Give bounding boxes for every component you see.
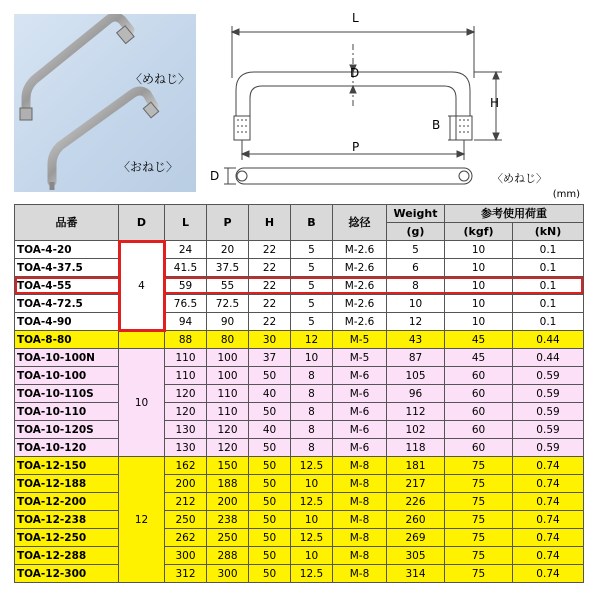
table-row <box>15 331 584 349</box>
cell-weight: 305 <box>387 547 445 565</box>
cell-B: 5 <box>291 295 333 313</box>
cell-screw: M-8 <box>333 475 387 493</box>
cell-code: TOA-12-250 <box>15 529 119 547</box>
cell-L: 162 <box>165 457 207 475</box>
cell-kn: 0.44 <box>513 349 584 367</box>
technical-drawing <box>210 8 580 196</box>
cell-kn: 0.59 <box>513 403 584 421</box>
cell-H: 22 <box>249 259 291 277</box>
cell-screw: M-6 <box>333 403 387 421</box>
cell-D: 12 <box>119 457 165 583</box>
cell-L: 130 <box>165 421 207 439</box>
drawing-female-label: 〈めねじ〉 <box>492 172 547 185</box>
cell-L: 212 <box>165 493 207 511</box>
table-row <box>15 277 584 295</box>
cell-L: 24 <box>165 241 207 259</box>
cell-B: 12.5 <box>291 493 333 511</box>
cell-B: 8 <box>291 367 333 385</box>
table-row <box>15 313 584 331</box>
cell-kn: 0.44 <box>513 331 584 349</box>
cell-kgf: 75 <box>445 493 513 511</box>
cell-kn: 0.1 <box>513 277 584 295</box>
header-code: 品番 <box>15 205 119 241</box>
cell-kn: 0.74 <box>513 529 584 547</box>
table-row <box>15 457 584 475</box>
cell-kn: 0.74 <box>513 565 584 583</box>
table-row <box>15 529 584 547</box>
cell-screw: M-8 <box>333 457 387 475</box>
cell-screw: M-8 <box>333 529 387 547</box>
dimension-diagram <box>210 8 580 196</box>
table-row <box>15 349 584 367</box>
cell-L: 300 <box>165 547 207 565</box>
cell-weight: 105 <box>387 367 445 385</box>
cell-kn: 0.59 <box>513 367 584 385</box>
cell-code: TOA-4-20 <box>15 241 119 259</box>
cell-kgf: 10 <box>445 313 513 331</box>
cell-kn: 0.74 <box>513 457 584 475</box>
cell-weight: 217 <box>387 475 445 493</box>
header-H: H <box>249 205 291 241</box>
cell-B: 8 <box>291 439 333 457</box>
cell-L: 59 <box>165 277 207 295</box>
cell-H: 30 <box>249 331 291 349</box>
cell-screw: M-5 <box>333 349 387 367</box>
cell-screw: M-6 <box>333 367 387 385</box>
cell-weight: 260 <box>387 511 445 529</box>
dim-B-label: B <box>432 118 441 132</box>
header-load-kn: (kN) <box>513 223 584 241</box>
header-load: 参考使用荷重 <box>445 205 584 223</box>
cell-L: 110 <box>165 349 207 367</box>
female-thread-label: 〈めねじ〉 <box>130 72 191 86</box>
cell-kn: 0.1 <box>513 295 584 313</box>
cell-P: 80 <box>207 331 249 349</box>
cell-kgf: 45 <box>445 331 513 349</box>
cell-H: 50 <box>249 493 291 511</box>
cell-P: 238 <box>207 511 249 529</box>
cell-B: 10 <box>291 349 333 367</box>
unit-label: (mm) <box>552 189 580 200</box>
dim-P-label: P <box>352 140 360 154</box>
cell-screw: M-2.6 <box>333 277 387 295</box>
cell-kgf: 60 <box>445 385 513 403</box>
cell-B: 12 <box>291 331 333 349</box>
cell-P: 20 <box>207 241 249 259</box>
cell-H: 40 <box>249 385 291 403</box>
cell-weight: 43 <box>387 331 445 349</box>
cell-H: 50 <box>249 457 291 475</box>
cell-weight: 118 <box>387 439 445 457</box>
cell-screw: M-2.6 <box>333 295 387 313</box>
cell-H: 22 <box>249 295 291 313</box>
cell-code: TOA-10-100 <box>15 367 119 385</box>
table-row <box>15 475 584 493</box>
cell-kn: 0.59 <box>513 385 584 403</box>
cell-kn: 0.1 <box>513 313 584 331</box>
cell-screw: M-8 <box>333 493 387 511</box>
cell-code: TOA-10-120S <box>15 421 119 439</box>
cell-L: 120 <box>165 403 207 421</box>
cell-kn: 0.74 <box>513 493 584 511</box>
cell-screw: M-2.6 <box>333 313 387 331</box>
cell-H: 37 <box>249 349 291 367</box>
cell-L: 41.5 <box>165 259 207 277</box>
cell-code: TOA-12-200 <box>15 493 119 511</box>
spec-table <box>14 204 584 583</box>
table-row <box>15 511 584 529</box>
cell-weight: 181 <box>387 457 445 475</box>
cell-B: 8 <box>291 421 333 439</box>
cell-B: 8 <box>291 385 333 403</box>
cell-kgf: 75 <box>445 457 513 475</box>
cell-weight: 102 <box>387 421 445 439</box>
cell-P: 300 <box>207 565 249 583</box>
cell-H: 40 <box>249 421 291 439</box>
cell-screw: M-5 <box>333 331 387 349</box>
cell-P: 90 <box>207 313 249 331</box>
cell-kn: 0.74 <box>513 511 584 529</box>
dim-L-label: L <box>352 11 359 25</box>
cell-kgf: 75 <box>445 565 513 583</box>
header-weight: Weight <box>387 205 445 223</box>
cell-L: 262 <box>165 529 207 547</box>
table-row <box>15 403 584 421</box>
cell-screw: M-6 <box>333 439 387 457</box>
cell-screw: M-8 <box>333 511 387 529</box>
cell-P: 120 <box>207 421 249 439</box>
cell-weight: 314 <box>387 565 445 583</box>
cell-weight: 12 <box>387 313 445 331</box>
header-B: B <box>291 205 333 241</box>
header-L: L <box>165 205 207 241</box>
cell-H: 50 <box>249 403 291 421</box>
cell-kn: 0.74 <box>513 475 584 493</box>
cell-kgf: 10 <box>445 259 513 277</box>
cell-code: TOA-8-80 <box>15 331 119 349</box>
cell-kgf: 45 <box>445 349 513 367</box>
dim-H-label: H <box>490 96 500 110</box>
cell-H: 50 <box>249 367 291 385</box>
cell-kgf: 10 <box>445 277 513 295</box>
cell-code: TOA-12-300 <box>15 565 119 583</box>
cell-B: 12.5 <box>291 457 333 475</box>
cell-P: 37.5 <box>207 259 249 277</box>
header-weight-unit: (g) <box>387 223 445 241</box>
cell-H: 50 <box>249 439 291 457</box>
cell-kgf: 75 <box>445 511 513 529</box>
cell-code: TOA-4-55 <box>15 277 119 295</box>
cell-code: TOA-4-37.5 <box>15 259 119 277</box>
cell-P: 188 <box>207 475 249 493</box>
cell-L: 76.5 <box>165 295 207 313</box>
cell-kgf: 75 <box>445 529 513 547</box>
table-row <box>15 439 584 457</box>
cell-kgf: 10 <box>445 241 513 259</box>
cell-B: 5 <box>291 313 333 331</box>
cell-kgf: 75 <box>445 475 513 493</box>
cell-code: TOA-12-288 <box>15 547 119 565</box>
cell-P: 150 <box>207 457 249 475</box>
male-thread-label: 〈おねじ〉 <box>118 160 179 174</box>
cell-code: TOA-10-100N <box>15 349 119 367</box>
cell-weight: 226 <box>387 493 445 511</box>
cell-P: 110 <box>207 385 249 403</box>
cell-H: 50 <box>249 475 291 493</box>
cell-kn: 0.1 <box>513 241 584 259</box>
cell-H: 22 <box>249 241 291 259</box>
cell-screw: M-6 <box>333 421 387 439</box>
cell-screw: M-2.6 <box>333 241 387 259</box>
cell-D <box>119 331 165 349</box>
table-row <box>15 565 584 583</box>
cell-weight: 10 <box>387 295 445 313</box>
cell-B: 8 <box>291 403 333 421</box>
cell-kn: 0.74 <box>513 547 584 565</box>
cell-kn: 0.59 <box>513 421 584 439</box>
cell-L: 130 <box>165 439 207 457</box>
cell-weight: 5 <box>387 241 445 259</box>
cell-B: 10 <box>291 511 333 529</box>
cell-P: 200 <box>207 493 249 511</box>
cell-screw: M-2.6 <box>333 259 387 277</box>
table-row <box>15 385 584 403</box>
cell-P: 100 <box>207 349 249 367</box>
cell-L: 88 <box>165 331 207 349</box>
cell-P: 55 <box>207 277 249 295</box>
cell-code: TOA-4-72.5 <box>15 295 119 313</box>
cell-D: 4 <box>119 241 165 331</box>
cell-kgf: 75 <box>445 547 513 565</box>
cell-L: 94 <box>165 313 207 331</box>
cell-kgf: 60 <box>445 421 513 439</box>
cell-code: TOA-10-110S <box>15 385 119 403</box>
cell-screw: M-6 <box>333 385 387 403</box>
header-D: D <box>119 205 165 241</box>
cell-weight: 269 <box>387 529 445 547</box>
table-header-row <box>15 205 584 223</box>
male-handle-image <box>52 91 159 190</box>
spec-table-body <box>15 241 584 583</box>
cell-P: 120 <box>207 439 249 457</box>
cell-L: 110 <box>165 367 207 385</box>
table-row <box>15 367 584 385</box>
cell-L: 312 <box>165 565 207 583</box>
cell-H: 22 <box>249 313 291 331</box>
cell-P: 72.5 <box>207 295 249 313</box>
header-P: P <box>207 205 249 241</box>
cell-weight: 96 <box>387 385 445 403</box>
cell-weight: 8 <box>387 277 445 295</box>
cell-B: 5 <box>291 241 333 259</box>
dim-D-label: D <box>350 66 360 80</box>
cell-B: 5 <box>291 277 333 295</box>
cell-weight: 87 <box>387 349 445 367</box>
cell-kgf: 60 <box>445 403 513 421</box>
cell-P: 110 <box>207 403 249 421</box>
table-row <box>15 259 584 277</box>
cell-screw: M-8 <box>333 547 387 565</box>
cell-H: 50 <box>249 511 291 529</box>
cell-weight: 6 <box>387 259 445 277</box>
cell-L: 120 <box>165 385 207 403</box>
header-load-kgf: (kgf) <box>445 223 513 241</box>
cell-kn: 0.59 <box>513 439 584 457</box>
cell-D: 10 <box>119 349 165 457</box>
table-row <box>15 241 584 259</box>
cell-code: TOA-12-150 <box>15 457 119 475</box>
cell-L: 250 <box>165 511 207 529</box>
cell-code: TOA-4-90 <box>15 313 119 331</box>
cell-weight: 112 <box>387 403 445 421</box>
cell-code: TOA-10-110 <box>15 403 119 421</box>
cell-code: TOA-12-188 <box>15 475 119 493</box>
product-photo <box>14 14 196 192</box>
cell-B: 10 <box>291 547 333 565</box>
table-row <box>15 421 584 439</box>
cell-kgf: 10 <box>445 295 513 313</box>
header-screw: 捻径 <box>333 205 387 241</box>
cell-kgf: 60 <box>445 439 513 457</box>
cell-P: 100 <box>207 367 249 385</box>
cell-P: 250 <box>207 529 249 547</box>
cell-code: TOA-10-120 <box>15 439 119 457</box>
cell-kgf: 60 <box>445 367 513 385</box>
cell-H: 50 <box>249 529 291 547</box>
dim-D-side-label: D <box>210 169 220 183</box>
table-row <box>15 295 584 313</box>
cell-B: 12.5 <box>291 565 333 583</box>
cell-screw: M-8 <box>333 565 387 583</box>
cell-P: 288 <box>207 547 249 565</box>
cell-B: 10 <box>291 475 333 493</box>
cell-L: 200 <box>165 475 207 493</box>
cell-H: 50 <box>249 547 291 565</box>
cell-H: 50 <box>249 565 291 583</box>
cell-B: 12.5 <box>291 529 333 547</box>
cell-B: 5 <box>291 259 333 277</box>
cell-kn: 0.1 <box>513 259 584 277</box>
cell-code: TOA-12-238 <box>15 511 119 529</box>
table-row <box>15 493 584 511</box>
cell-H: 22 <box>249 277 291 295</box>
table-row <box>15 547 584 565</box>
